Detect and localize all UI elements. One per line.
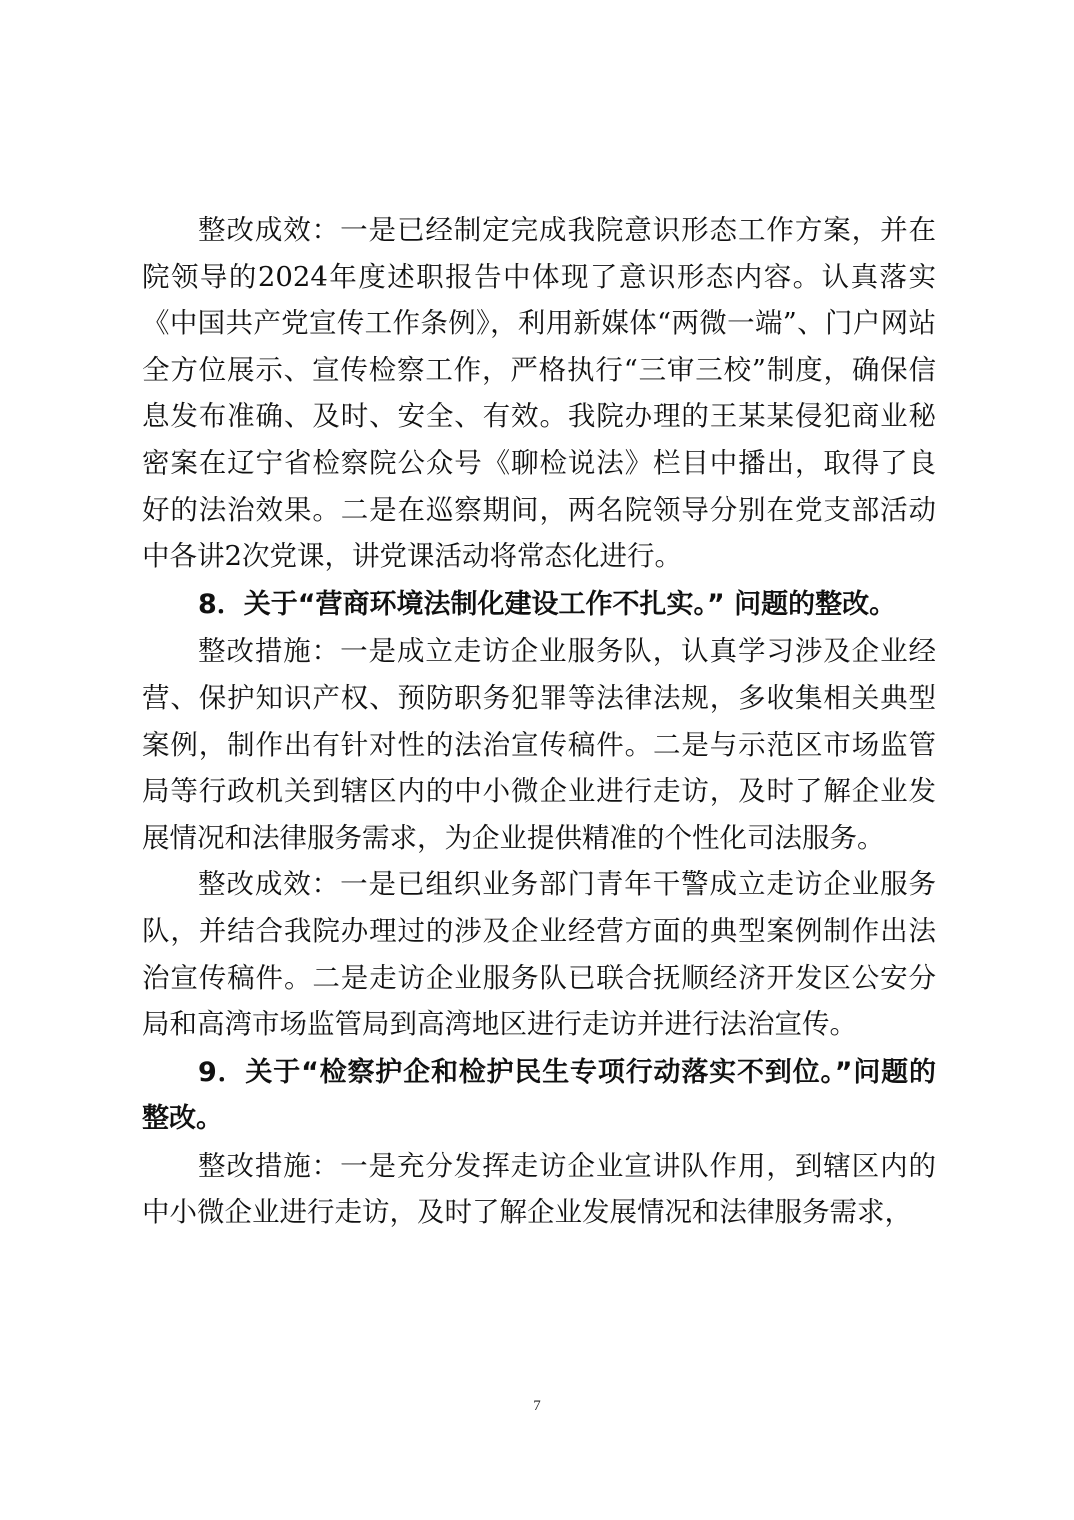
paragraph-rectification-results-7: 整改成效：一是已经制定完成我院意识形态工作方案，并在院领导的2024年度述职报告中体现了意识形态内容。认真落实《中国共产党宣传工作条例》，利用新媒体“两微一端”、门户网站全方位展示、宣传检察工作，严格执行“三审三校”制度，确保信息发布准确、及时、安全、有效。我院办理的王某某侵犯商业秘密案在辽宁省检察院公众号《聊检说法》栏目中播出，取得了良好的法治效果。二是在巡察期间，两名院领导分别在党支部活动中各讲2次党课，讲党课活动将常态化进行。: [142, 214, 936, 573]
paragraph-rectification-results-8: 整改成效：一是已组织业务部门青年干警成立走访企业服务队，并结合我院办理过的涉及企业经营方面的典型案例制作出法治宣传稿件。二是走访企业服务队已联合抚顺经济开发区公安分局和高湾市场监管局到高湾地区进行走访并进行法治宣传。: [142, 868, 936, 1041]
section-heading-9: 9．关于“检察护企和检护民生专项行动落实不到位。”问题的整改。: [142, 1056, 936, 1135]
paragraph-rectification-measures-8: 整改措施：一是成立走访企业服务队，认真学习涉及企业经营、保护知识产权、预防职务犯罪等法律法规，多收集相关典型案例，制作出有针对性的法治宣传稿件。二是与示范区市场监管局等行政机关到辖区内的中小微企业进行走访，及时了解企业发展情况和法律服务需求，为企业提供精准的个性化司法服务。: [142, 635, 936, 854]
paragraph-rectification-measures-9: 整改措施：一是充分发挥走访企业宣讲队作用，到辖区内的中小微企业进行走访，及时了解企业发展情况和法律服务需求，: [142, 1149, 936, 1229]
page-number: 7: [533, 1398, 541, 1414]
section-heading-8: 8．关于“营商环境法制化建设工作不扎实。” 问题的整改。: [198, 588, 897, 620]
document-body: [142, 207, 936, 1236]
